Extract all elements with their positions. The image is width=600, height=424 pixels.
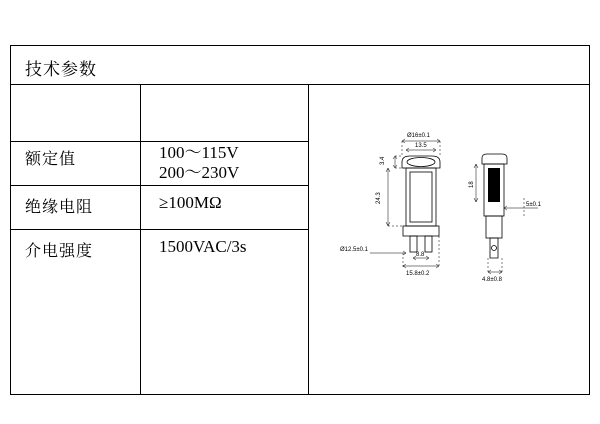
table-row-value-insulation-resistance: ≥100MΩ [159, 193, 222, 212]
dim-terminal-spacing: 8.8 [416, 252, 425, 258]
front-terminal-right [425, 236, 432, 252]
dim-side-height: 18 [469, 181, 475, 188]
rated-value-line-1: 100～115V [159, 143, 239, 162]
rocker-button [407, 158, 435, 167]
dim-side-depth: 5±0.1 [526, 202, 541, 208]
front-flange [403, 226, 439, 236]
row-divider-2 [11, 185, 309, 186]
dim-bottom-diameter: Ø12.5±0.1 [340, 247, 368, 253]
side-bezel [482, 154, 507, 164]
table-row-label-dielectric-strength: 介电强度 [25, 243, 94, 260]
dim-front-width: 13.5 [415, 143, 427, 149]
side-terminal-hole [492, 246, 497, 251]
side-neck [486, 216, 502, 238]
dim-side-terminal: 4.8±0.8 [482, 277, 502, 283]
row-divider-1 [11, 141, 309, 142]
row-divider-3 [11, 229, 309, 230]
table-row-value-rated-value [159, 143, 239, 183]
table-row-label-rated-value: 额定值 [25, 151, 77, 168]
front-view [402, 156, 440, 252]
drawing-svg [310, 86, 590, 395]
table-row-value-dielectric-strength: 1500VAC/3s [159, 237, 247, 256]
dim-front-body-height: 24.3 [376, 192, 382, 204]
dim-front-top-diameter: Ø16±0.1 [407, 133, 430, 139]
front-body-inner [410, 172, 432, 222]
side-view [482, 154, 507, 258]
rated-value-line-2: 200～230V [159, 163, 240, 182]
table-title-row [11, 46, 589, 85]
page-title: 技术参数 [25, 60, 97, 79]
front-body [406, 168, 436, 226]
dim-front-bezel-height: 3.4 [380, 156, 386, 165]
dim-bottom-width: 15.8±0.2 [406, 271, 430, 277]
table-row-label-insulation-resistance: 绝缘电阻 [25, 199, 94, 216]
spec-table-frame [10, 45, 590, 395]
front-terminal-left [410, 236, 417, 252]
side-body-fill [488, 168, 500, 202]
technical-drawing [310, 86, 590, 395]
